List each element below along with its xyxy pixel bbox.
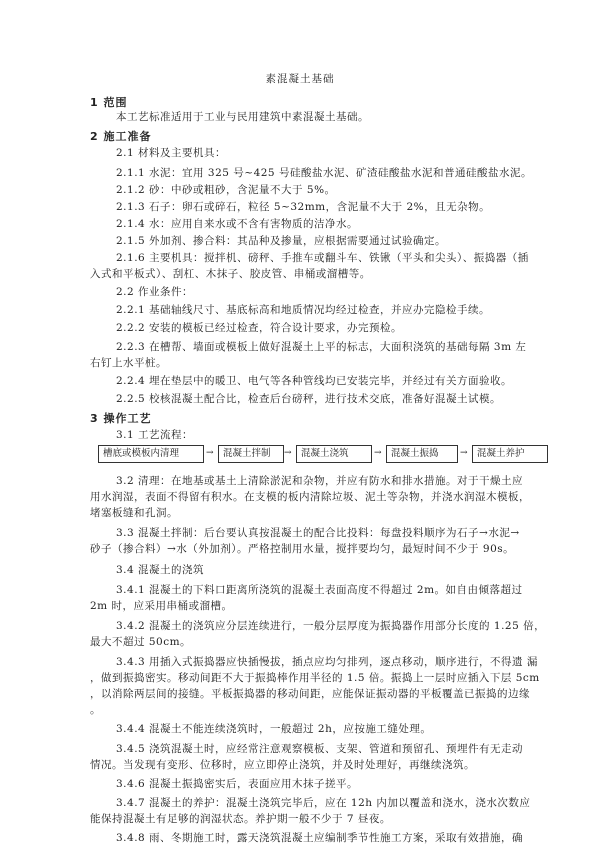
paragraph: 2.2.5 校核混凝土配合比，检查后台磅秤，进行技术交底，准备好混凝土试模。 bbox=[116, 393, 502, 405]
section-1-heading: 1 范围 bbox=[90, 96, 128, 109]
paragraph: 3.2 清理：在地基或基土上清除淤泥和杂物，并应有防水和排水措施。对于干燥土应 bbox=[116, 475, 524, 487]
paragraph: 3.4.3 用插入式振捣器应快插慢拔，插点应均匀排列，逐点移动，顺序进行，不得遗 漏 bbox=[116, 656, 538, 668]
paragraph: 2.2.1 基础轴线尺寸、基底标高和地质情况均经过检查，并应办完隐检手续。 bbox=[116, 304, 491, 316]
flow-step: 混凝土浇筑 bbox=[296, 445, 372, 463]
paragraph: 2.1.5 外加剂、掺合料：其品种及掺量，应根据需要通过试验确定。 bbox=[116, 235, 447, 247]
paragraph: 2m 时，应采用串桶或溜槽。 bbox=[90, 600, 233, 612]
paragraph: 3.4.1 混凝土的下料口距离所浇筑的混凝土表面高度不得超过 2m。如自由倾落超过 bbox=[116, 584, 523, 596]
paragraph: 2.1.6 主要机具：搅拌机、磅秤、手推车或翻斗车、铁锹（平头和尖头）、振捣器（插 bbox=[116, 252, 529, 264]
paragraph: 情况。当发现有变形、位移时，应立即停止浇筑，并及时处理好，再继续浇筑。 bbox=[90, 759, 475, 771]
paragraph: 2.1.1 水泥：宜用 325 号~425 号硅酸盐水泥、矿渣硅酸盐水泥和普通硅酸盐水泥。 bbox=[116, 167, 532, 179]
section-2-heading: 2 施工准备 bbox=[90, 130, 152, 143]
flow-step: 混凝土养护 bbox=[472, 445, 548, 463]
paragraph: 3.4 混凝土的浇筑 bbox=[116, 564, 205, 576]
paragraph: 3.4.5 浇筑混凝土时，应经常注意观察模板、支架、管道和预留孔、预埋件有无走动 bbox=[116, 743, 524, 755]
section-3-heading: 3 操作工艺 bbox=[90, 412, 152, 425]
document-title: 素混凝土基础 bbox=[265, 73, 335, 85]
paragraph: 用水润湿，表面不得留有积水。在支模的板内清除垃圾、泥土等杂物，并浇水润湿木模板， bbox=[90, 491, 530, 503]
paragraph: 2.2.2 安装的模板已经过检查，符合设计要求，办完预检。 bbox=[116, 322, 403, 334]
paragraph: 本工艺标准适用于工业与民用建筑中素混凝土基础。 bbox=[116, 111, 369, 123]
paragraph: 2.2.4 埋在垫层中的暖卫、电气等各种管线均已安装完毕，并经过有关方面验收。 bbox=[116, 375, 513, 387]
paragraph: 2.1.3 石子：卵石或碎石，粒径 5~32mm，含泥量不大于 2%，且无杂物。 bbox=[116, 201, 491, 213]
paragraph: 能保持混凝土有足够的润湿状态。养护期一般不少于 7 昼夜。 bbox=[90, 813, 391, 825]
paragraph: 最大不超过 50cm。 bbox=[90, 636, 192, 648]
paragraph: 3.4.7 混凝土的养护：混凝土浇筑完毕后，应在 12h 内加以覆盖和浇水，浇水次数应 bbox=[116, 797, 531, 809]
flow-step: 混凝土振捣 bbox=[386, 445, 458, 463]
paragraph: ，以消除两层间的接缝。平板振捣器的移动间距，应能保证振动器的平板覆盖已振捣的边缘 bbox=[90, 688, 530, 700]
paragraph: 2.1.2 砂：中砂或粗砂，含泥量不大于 5%。 bbox=[116, 184, 336, 196]
paragraph: 2.1 材料及主要机具： bbox=[116, 147, 227, 159]
paragraph: 2.2.3 在槽帮、墙面或模板上做好混凝土上平的标志，大面积浇筑的基础每隔 3m 左 bbox=[116, 341, 527, 353]
paragraph: 2.2 作业条件： bbox=[116, 286, 194, 298]
paragraph: 入式和平板式）、刮杠、木抹子、胶皮管、串桶或溜槽等。 bbox=[90, 268, 371, 280]
arrow-icon: → bbox=[374, 448, 382, 458]
flow-step: 槽底或模板内清理 bbox=[98, 445, 204, 463]
paragraph: 。 bbox=[90, 704, 101, 716]
paragraph: 2.1.4 水：应用自来水或不含有害物质的洁净水。 bbox=[116, 218, 359, 230]
paragraph: ，做到振捣密实。移动间距不大于振捣棒作用半径的 1.5 倍。振捣上一层时应插入下层 5cm bbox=[90, 672, 540, 684]
arrow-icon: → bbox=[284, 448, 292, 458]
paragraph: 3.1 工艺流程： bbox=[116, 429, 194, 441]
paragraph: 3.3 混凝土拌制：后台要认真按混凝土的配合比投料：每盘投料顺序为石子→水泥→ bbox=[116, 527, 520, 539]
paragraph: 3.4.2 混凝土的浇筑应分层连续进行，一般分层厚度为振捣器作用部分长度的 1.25 倍， bbox=[116, 620, 546, 632]
paragraph: 砂子（掺合料）→水（外加剂）。严格控制用水量，搅拌要均匀，最短时间不少于 90s。 bbox=[90, 543, 515, 555]
paragraph: 3.4.4 混凝土不能连续浇筑时，一般超过 2h，应按施工缝处理。 bbox=[116, 723, 432, 735]
flow-step: 混凝土拌制 bbox=[218, 445, 284, 463]
paragraph: 堵塞板缝和孔洞。 bbox=[90, 507, 178, 519]
paragraph: 右钉上水平桩。 bbox=[90, 357, 167, 369]
paragraph: 3.4.8 雨、冬期施工时，露天浇筑混凝土应编制季节性施工方案，采取有效措施，确 bbox=[116, 832, 524, 844]
arrow-icon: → bbox=[460, 448, 468, 458]
arrow-icon: → bbox=[206, 448, 214, 458]
paragraph: 3.4.6 混凝土振捣密实后，表面应用木抹子搓平。 bbox=[116, 778, 359, 790]
